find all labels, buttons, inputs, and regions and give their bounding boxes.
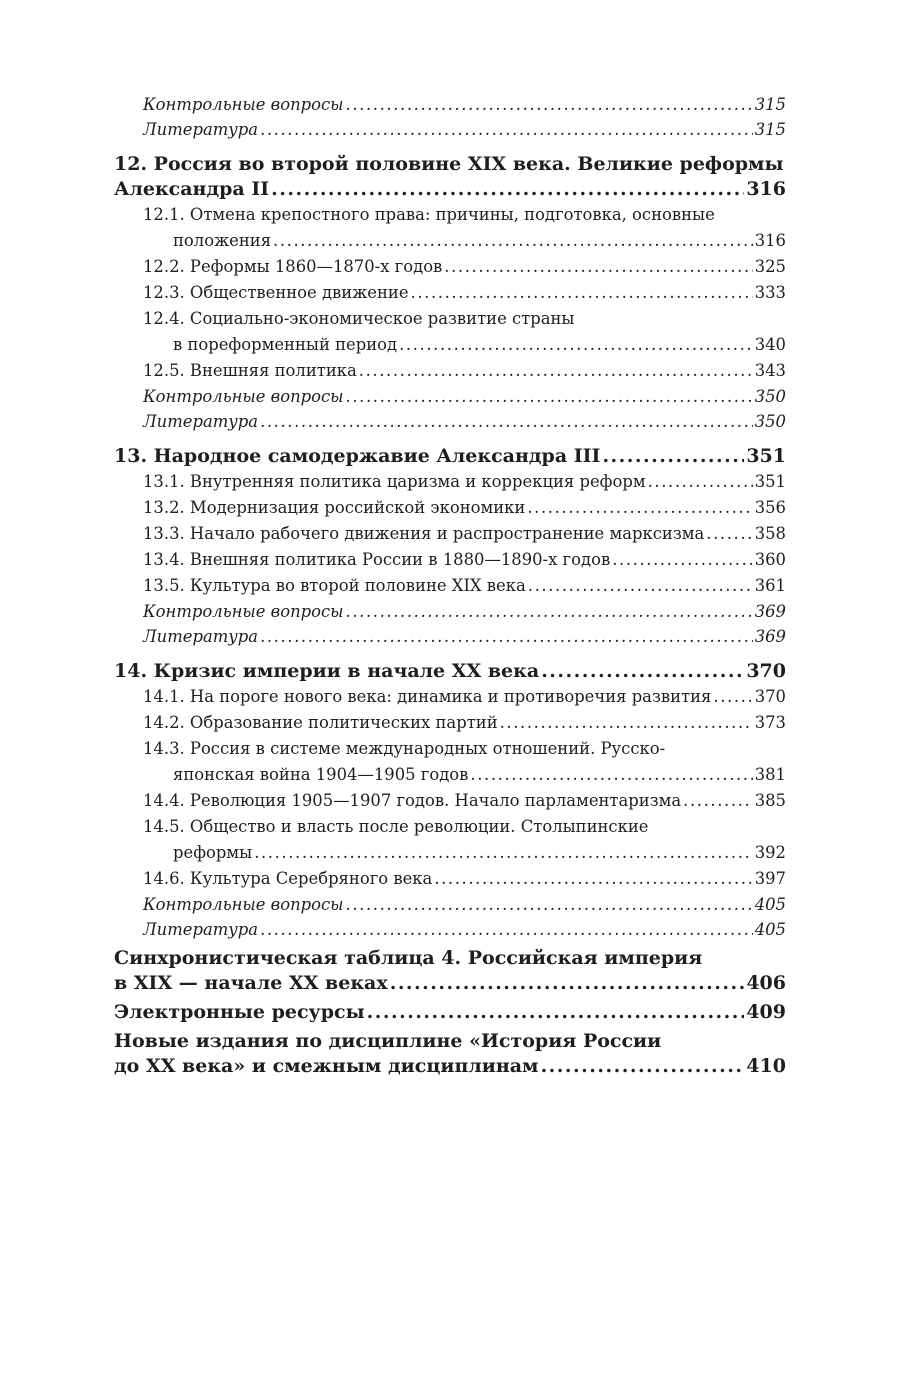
toc-section-14-6[interactable] (114, 866, 786, 892)
toc-section-13-5[interactable] (114, 573, 786, 599)
page-number: 315 (754, 95, 786, 114)
toc-questions-entry[interactable] (114, 384, 786, 409)
dot-leader (713, 684, 752, 710)
chapter-title: 13. Народное самодержавие Александра III (114, 445, 601, 467)
section-title: 14.6. Культура Серебряного века (143, 869, 433, 888)
dot-leader (527, 495, 752, 521)
toc-section-12-1[interactable] (114, 202, 786, 254)
page-number: 409 (746, 1001, 786, 1023)
toc-sync-table[interactable] (114, 946, 786, 996)
toc-new-editions[interactable] (114, 1029, 786, 1079)
page-number: 370 (746, 660, 786, 682)
page-number: 381 (754, 765, 786, 784)
dot-leader (434, 866, 752, 892)
dot-leader (541, 1054, 745, 1079)
toc-chapter-13[interactable] (114, 444, 786, 469)
dot-leader (683, 788, 753, 814)
section-title-line2: положения (173, 231, 272, 250)
section-title-line1: 12.4. Социально-экономическое развитие страны (143, 309, 575, 328)
dot-leader (500, 710, 753, 736)
page-number: 369 (754, 627, 786, 646)
toc-section-14-3[interactable] (114, 736, 786, 788)
section-title-line2: японская война 1904—1905 годов (173, 765, 469, 784)
dot-leader (260, 409, 753, 434)
toc-section-12-4[interactable] (114, 306, 786, 358)
page-number: 350 (754, 412, 786, 431)
dot-leader (390, 971, 745, 996)
entry-title-line2: в XIX — начале XX веках (114, 972, 388, 994)
toc-section-12-2[interactable] (114, 254, 786, 280)
dot-leader (271, 177, 744, 202)
entry-label: Контрольные вопросы (143, 602, 344, 621)
entry-title: Электронные ресурсы (114, 1001, 365, 1023)
section-title-line1: 12.1. Отмена крепостного права: причины, подготовка, основные (143, 205, 715, 224)
section-title: 13.2. Модернизация российской экономики (143, 498, 526, 517)
entry-title-line1: Новые издания по дисциплине «История России (114, 1030, 662, 1052)
page-number: 325 (754, 257, 786, 276)
page-number: 356 (754, 498, 786, 517)
dot-leader (346, 892, 753, 917)
page-number: 358 (754, 524, 786, 543)
page-number: 343 (754, 361, 786, 380)
dot-leader (273, 228, 753, 254)
entry-label: Контрольные вопросы (143, 895, 344, 914)
dot-leader (367, 1000, 745, 1025)
entry-title-line2: до XX века» и смежным дисциплинам (114, 1055, 539, 1077)
toc-literature-entry[interactable] (114, 917, 786, 942)
page-number: 392 (754, 843, 786, 862)
toc-questions-entry[interactable] (114, 599, 786, 624)
section-title: 13.1. Внутренняя политика царизма и коррекция реформ (143, 472, 646, 491)
entry-label: Литература (143, 627, 259, 646)
page-number: 373 (754, 713, 786, 732)
dot-leader (541, 659, 744, 684)
dot-leader (260, 624, 753, 649)
toc-chapter-14[interactable] (114, 659, 786, 684)
chapter-title: 14. Кризис империи в начале XX века (114, 660, 540, 682)
entry-label: Контрольные вопросы (143, 95, 344, 114)
dot-leader (346, 92, 753, 117)
page-number: 340 (754, 335, 786, 354)
toc-section-14-4[interactable] (114, 788, 786, 814)
toc-section-13-1[interactable] (114, 469, 786, 495)
page-number: 410 (746, 1055, 786, 1077)
section-title-line2: реформы (173, 843, 253, 862)
section-title: 13.3. Начало рабочего движения и распространение марксизма (143, 524, 705, 543)
page-number: 333 (754, 283, 786, 302)
page-number: 350 (754, 387, 786, 406)
toc-questions-entry[interactable] (114, 92, 786, 117)
page-number: 315 (754, 120, 786, 139)
toc-literature-entry[interactable] (114, 624, 786, 649)
dot-leader (612, 547, 753, 573)
page-number: 351 (754, 472, 786, 491)
page-number: 316 (746, 178, 786, 200)
dot-leader (260, 117, 753, 142)
page-number: 316 (754, 231, 786, 250)
entry-label: Литература (143, 120, 259, 139)
chapter-title-line1: 12. Россия во второй половине XIX века. Великие реформы (114, 153, 784, 175)
dot-leader (528, 573, 753, 599)
section-title-line2: в пореформенный период (173, 335, 398, 354)
section-title: 13.5. Культура во второй половине XIX века (143, 576, 526, 595)
section-title: 12.2. Реформы 1860—1870-х годов (143, 257, 443, 276)
entry-label: Контрольные вопросы (143, 387, 344, 406)
toc-literature-entry[interactable] (114, 409, 786, 434)
toc-questions-entry[interactable] (114, 892, 786, 917)
section-title: 14.1. На пороге нового века: динамика и противоречия развития (143, 687, 712, 706)
toc-electronic-resources[interactable] (114, 1000, 786, 1025)
toc-section-12-3[interactable] (114, 280, 786, 306)
entry-label: Литература (143, 412, 259, 431)
page-number: 397 (754, 869, 786, 888)
page-number: 405 (754, 920, 786, 939)
dot-leader (706, 521, 752, 547)
dot-leader (648, 469, 753, 495)
section-title: 14.4. Революция 1905—1907 годов. Начало парламентаризма (143, 791, 682, 810)
section-title: 12.5. Внешняя политика (143, 361, 357, 380)
page-number: 385 (754, 791, 786, 810)
page-number: 370 (754, 687, 786, 706)
dot-leader (359, 358, 753, 384)
page-number: 369 (754, 602, 786, 621)
toc-literature-entry[interactable] (114, 117, 786, 142)
section-title-line1: 14.5. Общество и власть после революции. Столыпинские (143, 817, 649, 836)
table-of-contents (114, 92, 786, 1079)
toc-section-12-5[interactable] (114, 358, 786, 384)
toc-section-13-3[interactable] (114, 521, 786, 547)
toc-section-13-2[interactable] (114, 495, 786, 521)
toc-section-14-1[interactable] (114, 684, 786, 710)
dot-leader (470, 762, 752, 788)
section-title-line1: 14.3. Россия в системе международных отношений. Русско- (143, 739, 666, 758)
page-number: 351 (746, 445, 786, 467)
toc-chapter-12[interactable] (114, 152, 786, 202)
dot-leader (411, 280, 753, 306)
dot-leader (260, 917, 753, 942)
dot-leader (444, 254, 752, 280)
dot-leader (399, 332, 753, 358)
dot-leader (346, 599, 753, 624)
page-number: 406 (746, 972, 786, 994)
toc-section-14-2[interactable] (114, 710, 786, 736)
section-title: 14.2. Образование политических партий (143, 713, 498, 732)
toc-section-13-4[interactable] (114, 547, 786, 573)
section-title: 12.3. Общественное движение (143, 283, 409, 302)
page-number: 360 (754, 550, 786, 569)
page-number: 361 (754, 576, 786, 595)
chapter-title-line2: Александра II (114, 178, 270, 200)
entry-title-line1: Синхронистическая таблица 4. Российская империя (114, 947, 703, 969)
entry-label: Литература (143, 920, 259, 939)
dot-leader (254, 840, 753, 866)
page-number: 405 (754, 895, 786, 914)
dot-leader (602, 444, 744, 469)
dot-leader (346, 384, 753, 409)
toc-section-14-5[interactable] (114, 814, 786, 866)
section-title: 13.4. Внешняя политика России в 1880—1890-х годов (143, 550, 611, 569)
